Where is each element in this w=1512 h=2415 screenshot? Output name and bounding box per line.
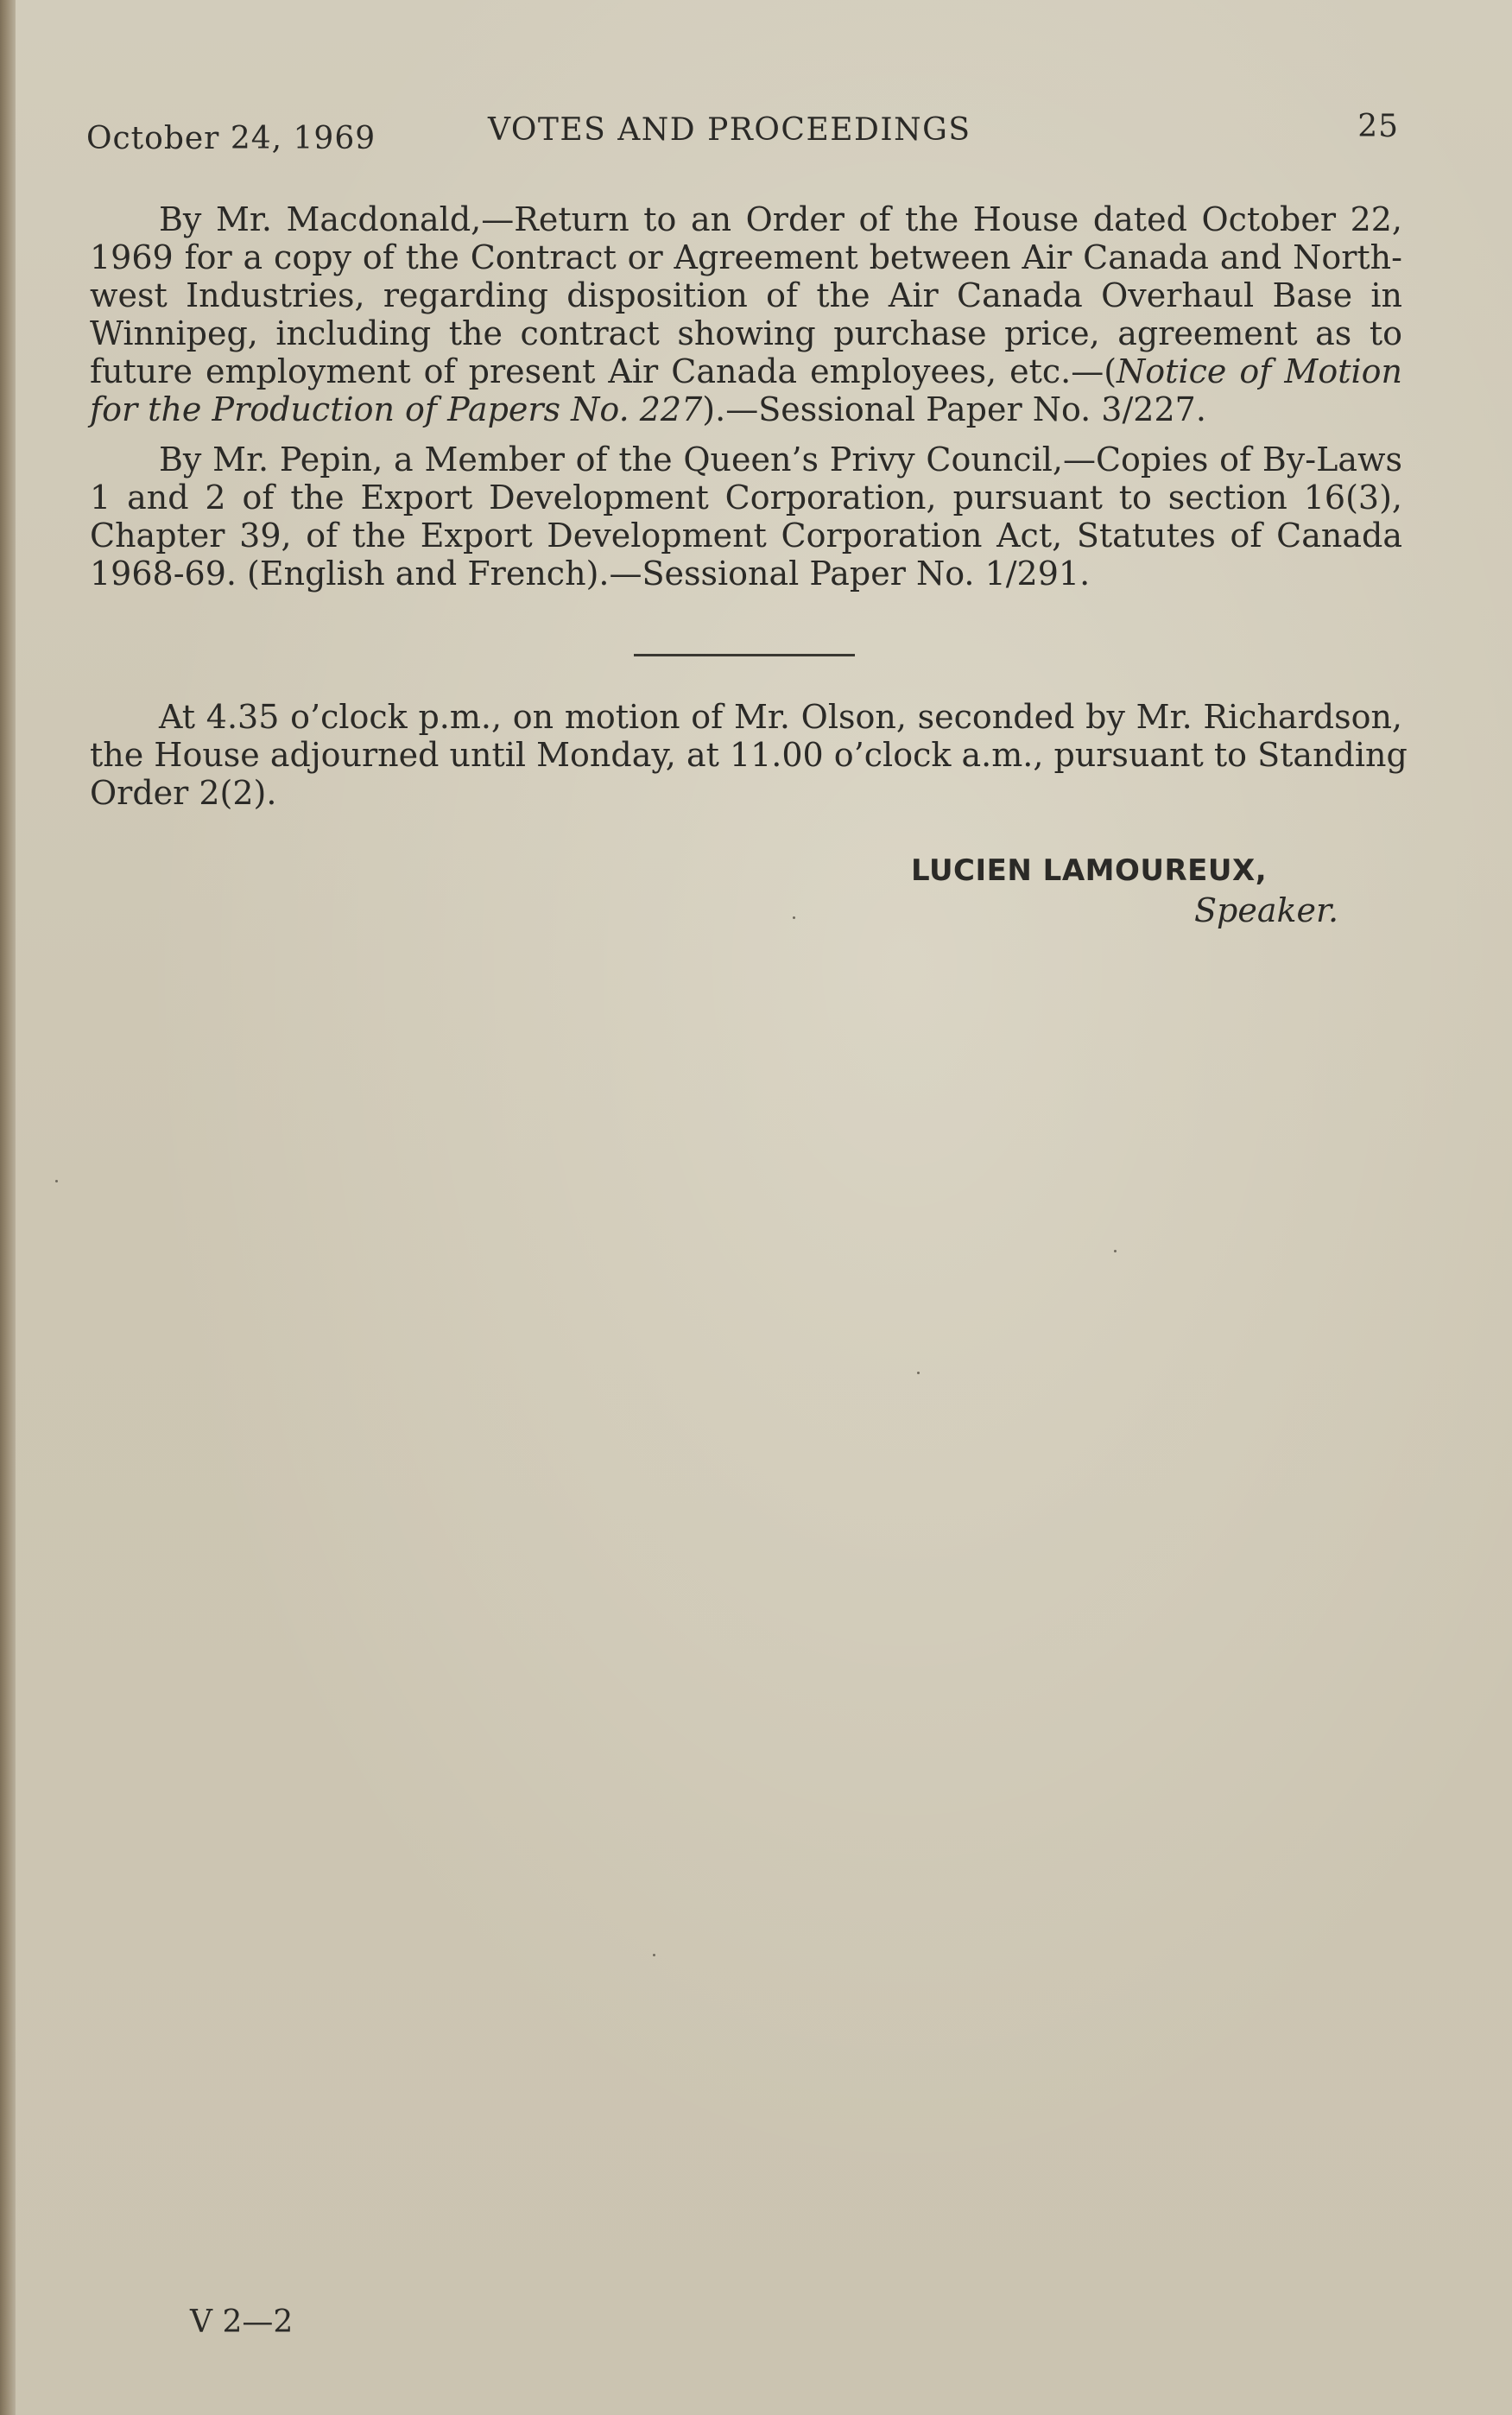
italic-text: Notice of Motion [1117, 352, 1402, 390]
paragraph-line: Chapter 39, of the Export Development Corporation Act, Statutes of Canada [90, 517, 1402, 555]
paper-speck [1114, 1250, 1117, 1252]
paper-speck [653, 1954, 655, 1956]
page-header [86, 109, 1399, 164]
paragraph-macdonald-return [90, 200, 1402, 428]
line-text: ).—Sessional Paper No. 3/227. [702, 390, 1206, 428]
paragraph-line: 1969 for a copy of the Contract or Agreement between Air Canada and North- [90, 238, 1402, 276]
header-title: VOTES AND PROCEEDINGS [488, 112, 971, 148]
line-text: future employment of present Air Canada employees, etc.—( [90, 352, 1117, 390]
paper-speck [55, 1180, 58, 1182]
speaker-title: Speaker. [1194, 891, 1339, 929]
italic-text: for the Production of Papers No. 227 [90, 390, 703, 428]
section-divider [634, 654, 855, 656]
paragraph-line: 1968-69. (English and French).—Sessional Paper No. 1/291. [90, 555, 1091, 593]
paragraph-line: Winnipeg, including the contract showing purchase price, agreement as to [90, 314, 1402, 352]
binding-edge [0, 0, 16, 2415]
paragraph-line: west Industries, regarding disposition of the Air Canada Overhaul Base in [90, 276, 1402, 314]
speaker-name: LUCIEN LAMOUREUX, [911, 853, 1268, 888]
paragraph-line [90, 352, 1402, 390]
paragraph-line: At 4.35 o’clock p.m., on motion of Mr. Olson, seconded by Mr. Richardson, [159, 698, 1402, 736]
paragraph-pepin-bylaws [90, 441, 1402, 593]
paper-speck [917, 1372, 920, 1374]
paragraph-line: By Mr. Pepin, a Member of the Queen’s Privy Council,—Copies of By-Laws [159, 441, 1402, 479]
paragraph-line: 1 and 2 of the Export Development Corporation, pursuant to section 16(3), [90, 479, 1402, 517]
header-date: October 24, 1969 [86, 121, 376, 156]
paragraph-line: Order 2(2). [90, 774, 277, 812]
page-number: 25 [1357, 109, 1399, 144]
paragraph-line [90, 390, 1402, 428]
paragraph-line: the House adjourned until Monday, at 11.00 o’clock a.m., pursuant to Standing [90, 736, 1408, 774]
paper-speck [793, 916, 795, 919]
paragraph-adjournment [90, 698, 1408, 812]
signature-mark: V 2—2 [190, 2304, 294, 2340]
paragraph-line: By Mr. Macdonald,—Return to an Order of the House dated October 22, [159, 200, 1402, 238]
